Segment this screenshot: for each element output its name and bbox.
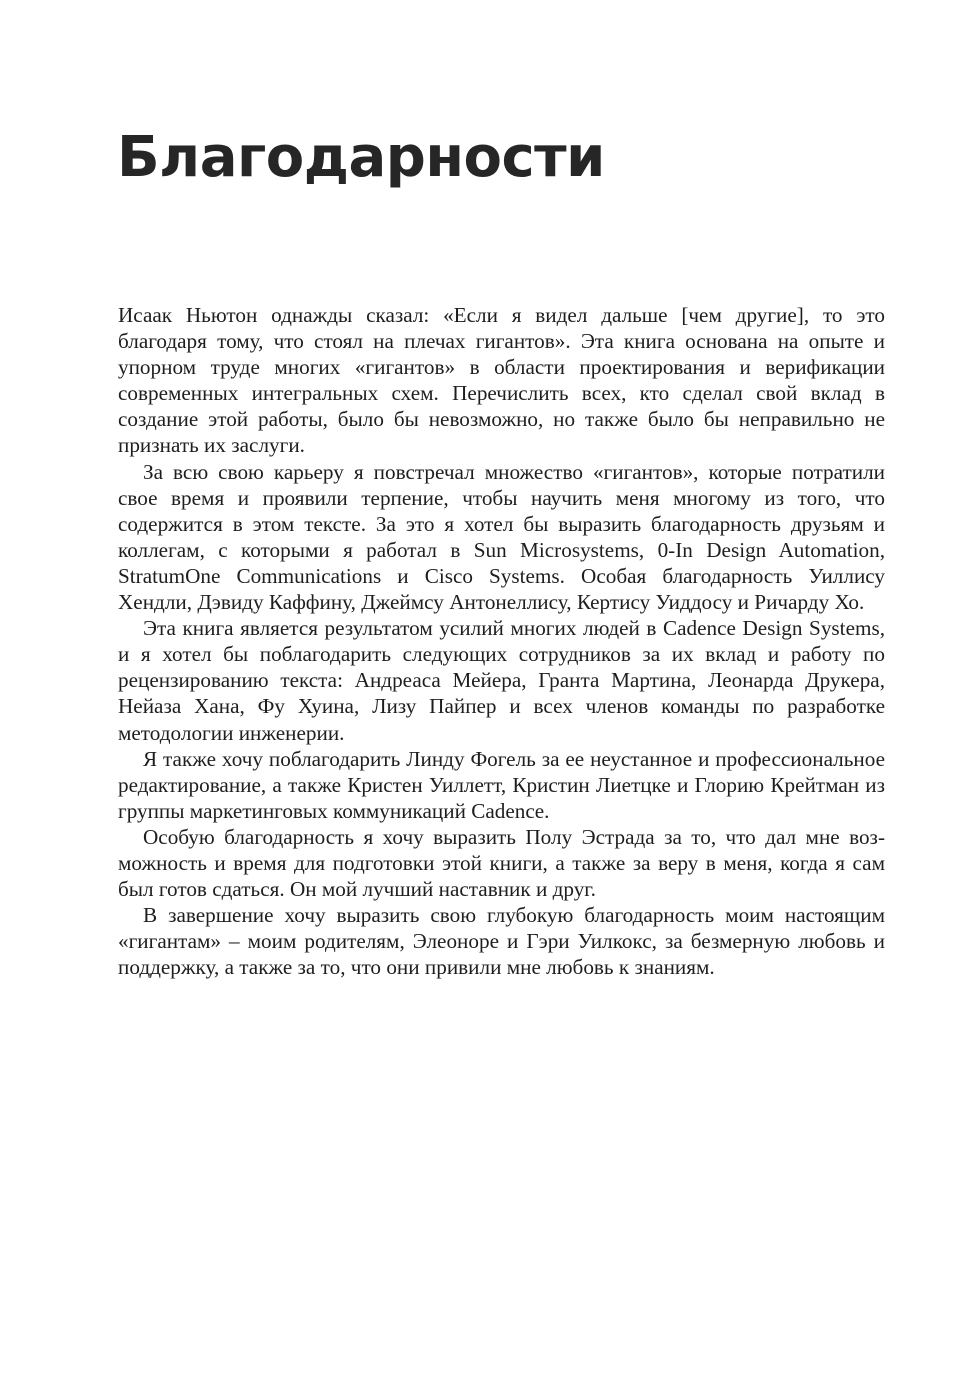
- paragraph-6: В завершение хочу выразить свою глубокую благодарность моим настоящим «гигантам» – моим родителям, Элеоноре и Гэри Уилкокс, за безмерную любовь и поддержку, а также за то, что они привили мне любовь к знаниям.: [118, 903, 885, 980]
- paragraph-3: Эта книга является результатом усилий многих людей в Cadence Design Systems, и я хотел бы поблагодарить следующих сотрудников за их вклад и работу по рецензированию текста: Андреаса Мейера, Гранта Мартина, Леонарда Друкера, Нейаза Хана, Фу Хуина, Лизу Пайпер и всех членов команды по разработке методологии инженерии.: [118, 616, 885, 745]
- paragraph-2: За всю свою карьеру я повстречал множество «гигантов», которые потратили свое время и проявили терпение, чтобы научить меня многому из того, что содержится в этом тексте. За это я хотел бы выразить благодарность друзьям и коллегам, с которыми я работал в Sun Microsystems, 0-In Design Automation, StratumOne Communications и Cisco Systems. Особая благодарность Уиллису Хендли, Дэвиду Каффину, Джеймсу Антонеллису, Кертису Уиддосу и Ричарду Хо.: [118, 459, 885, 615]
- paragraph-4: Я также хочу поблагодарить Линду Фогель за ее неустанное и профессиональное редактирование, а также Кристен Уиллетт, Кристин Лиетцке и Глорию Крейтман из группы маркетинговых коммуникаций Cadence.: [118, 746, 885, 823]
- paragraph-5: Особую благодарность я хочу выразить Полу Эстрада за то, что дал мне возможность и время для подготовки этой книги, а также за веру в меня, когда я сам был готов сдаться. Он мой лучший наставник и друг.: [118, 824, 885, 902]
- body-text: [118, 302, 885, 980]
- paragraph-1: Исаак Ньютон однажды сказал: «Если я видел дальше [чем другие], то это благодаря тому, что стоял на плечах гигантов». Эта книга основана на опыте и упорном труде многих «гигантов» в области проектирования и верификации современных интегральных схем. Перечислить всех, кто сделал свой вклад в создание этой работы, было бы невозможно, но также было бы неправильно не признать их заслуги.: [118, 303, 885, 458]
- page-title: Благодарности: [117, 125, 605, 190]
